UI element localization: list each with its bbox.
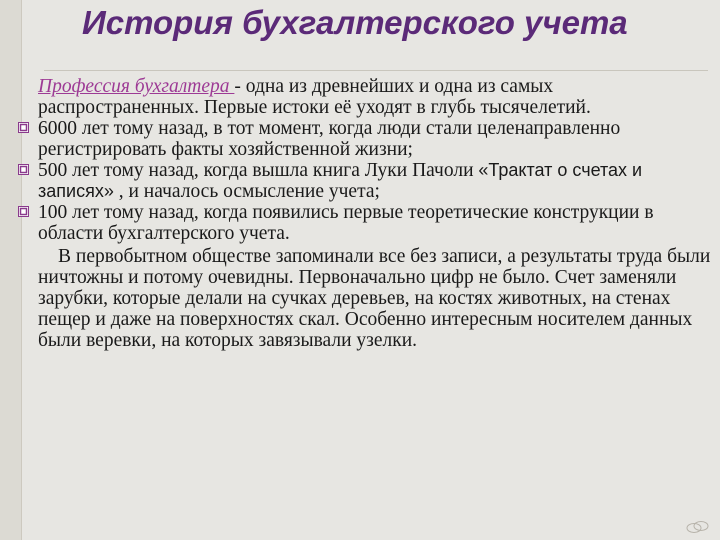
intro-text: - одна из древнейших и одна из самых распространенных. Первые истоки её уходят в глубь тысячелетий. bbox=[38, 76, 591, 118]
bullet-text-after: , и началось осмысление учета; bbox=[113, 181, 380, 202]
bullet-text: 6000 лет тому назад, в тот момент, когда люди стали целенаправленно регистрировать факты хозяйственной жизни; bbox=[38, 118, 621, 160]
intro-paragraph bbox=[16, 76, 712, 118]
bullet-text: 500 лет тому назад, когда вышла книга Луки Пачоли bbox=[38, 160, 479, 181]
hollow-square-bullet-icon bbox=[18, 206, 29, 217]
bullet-item bbox=[16, 118, 712, 160]
slide-content bbox=[16, 76, 712, 351]
slide-title: История бухгалтерского учета bbox=[82, 4, 628, 41]
bullet-item bbox=[16, 202, 712, 244]
bullet-item bbox=[16, 160, 712, 202]
book-title: «Трактат о счетах и записях» bbox=[38, 160, 643, 201]
hollow-square-bullet-icon bbox=[18, 164, 29, 175]
body-paragraph: В первобытном обществе запоминали все без записи, а результаты труда были ничтожны и потому очевидны. Первоначально цифр не было. Счет заменяли зарубки, которые делали на сучках деревьев, на костях животных, на стенах пещер и даже на поверхностях скал. Особенно интересным носителем данных были веревки, на которых завязывали узелки. bbox=[38, 246, 711, 351]
title-divider bbox=[44, 70, 708, 71]
bullet-text: 100 лет тому назад, когда появились первые теоретические конструкции в области бухгалтерского учета. bbox=[38, 202, 654, 244]
hollow-square-bullet-icon bbox=[18, 122, 29, 133]
decorative-ellipses-icon bbox=[686, 520, 710, 534]
intro-lead: Профессия бухгалтера bbox=[38, 76, 235, 97]
